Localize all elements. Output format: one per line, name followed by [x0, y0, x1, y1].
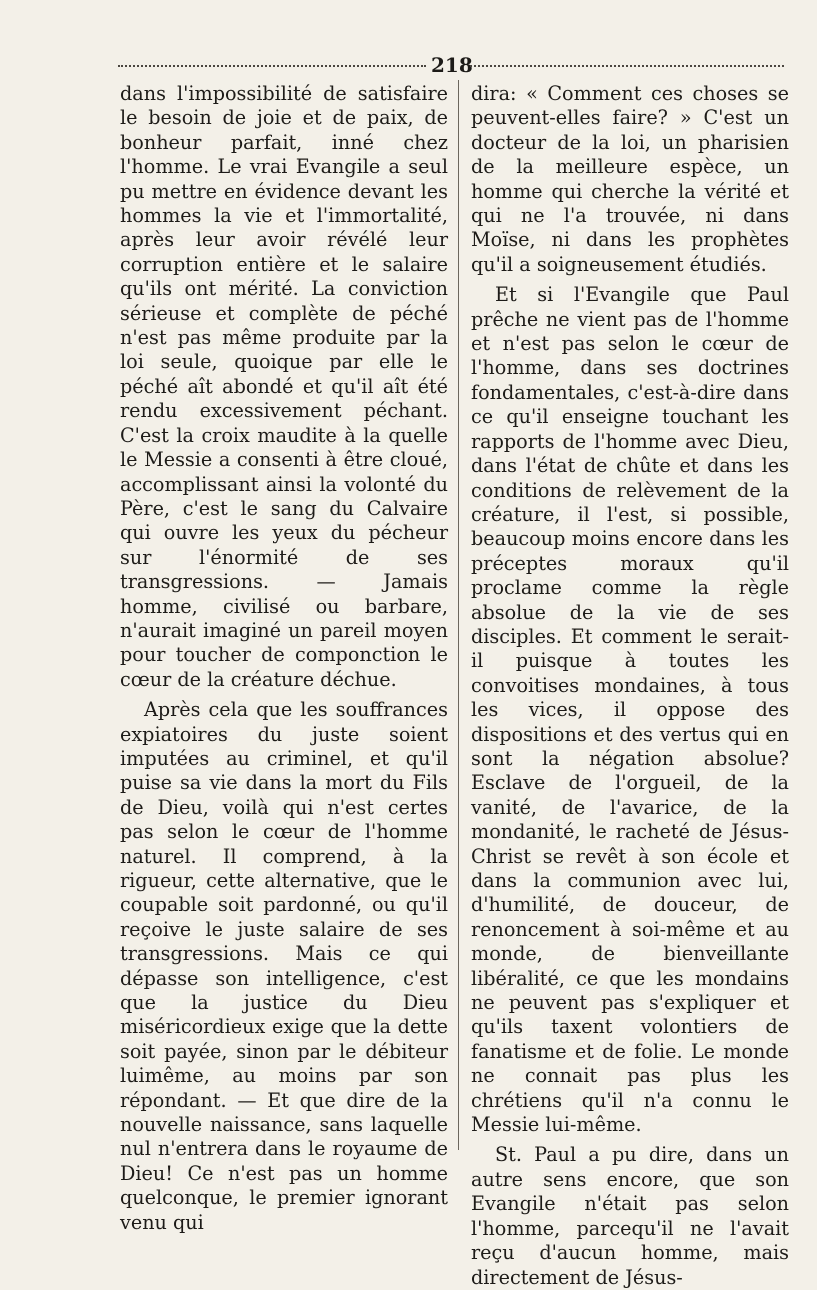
- column-divider: [458, 80, 459, 1150]
- page-header: [118, 52, 784, 78]
- page-number: 218: [431, 53, 473, 77]
- left-column: [120, 82, 448, 1235]
- right-paragraph-2: Et si l'Evangile que Paul prêche ne vient pas de l'homme et n'est pas selon le cœur de l'homme, dans ses doctrines fondamentales, c'est-à-dire dans ce qu'il enseigne touchant les rapports de l'homme avec Dieu, dans l'état de chûte et dans les conditions de relèvement de la créature, il l'est, si possible, beaucoup moins encore dans les préceptes moraux qu'il proclame comme la règle absolue de la vie de ses disciples. Et comment le serait-il puisque à toutes les convoitises mondaines, à tous les vices, il oppose des dispositions et des vertus qui en sont la négation absolue? Esclave de l'orgueil, de la vanité, de l'avarice, de la mondanité, le racheté de Jésus-Christ se revêt à son école et dans la communion avec lui, d'humilité, de douceur, de renoncement à soi-même et au monde, de bienveillante libéralité, ce que les mondains ne peuvent pas s'expliquer et qu'ils taxent volontiers de fanatisme et de folie. Le monde ne connait pas plus les chrétiens qu'il n'a connu le Messie lui-même.: [471, 283, 789, 1137]
- left-paragraph-2: Après cela que les souffrances expiatoires du juste soient imputées au criminel, et qu'il puise sa vie dans la mort du Fils de Dieu, voilà qui n'est certes pas selon le cœur de l'homme naturel. Il comprend, à la rigueur, cette alternative, que le coupable soit pardonné, ou qu'il reçoive le juste salaire de ses transgressions. Mais ce qui dépasse son intelligence, c'est que la justice du Dieu miséricordieux exige que la dette soit payée, sinon par le débiteur luimême, au moins par son répondant. — Et que dire de la nouvelle naissance, sans laquelle nul n'entrera dans le royaume de Dieu! Ce n'est pas un homme quelconque, le premier ignorant venu qui: [120, 698, 448, 1234]
- header-rule-left: [118, 65, 426, 67]
- right-paragraph-3: St. Paul a pu dire, dans un autre sens encore, que son Evangile n'était pas selon l'homme, parcequ'il ne l'avait reçu d'aucun homme, mais directement de Jésus-: [471, 1143, 789, 1289]
- left-paragraph-1: dans l'impossibilité de satisfaire le besoin de joie et de paix, de bonheur parfait, inné chez l'homme. Le vrai Evangile a seul pu mettre en évidence devant les hommes la vie et l'immortalité, après leur avoir révélé leur corruption entière et le salaire qu'ils ont mérité. La conviction sérieuse et complète de péché n'est pas même produite par la loi seule, quoique par elle le péché aît abondé et qu'il aît été rendu excessivement péchant. C'est la croix maudite à la quelle le Messie a consenti à être cloué, accomplissant ainsi la volonté du Père, c'est le sang du Calvaire qui ouvre les yeux du pécheur sur l'énormité de ses transgressions. — Jamais homme, civilisé ou barbare, n'aurait imaginé un pareil moyen pour toucher de componction le cœur de la créature déchue.: [120, 82, 448, 691]
- right-column: [471, 82, 789, 1290]
- right-paragraph-1: dira: « Comment ces choses se peuvent-elles faire? » C'est un docteur de la loi, un pharisien de la meilleure espèce, un homme qui cherche la vérité et qui ne l'a trouvée, ni dans Moïse, ni dans les prophètes qu'il a soigneusement étudiés.: [471, 82, 789, 276]
- header-rule-right: [470, 65, 784, 67]
